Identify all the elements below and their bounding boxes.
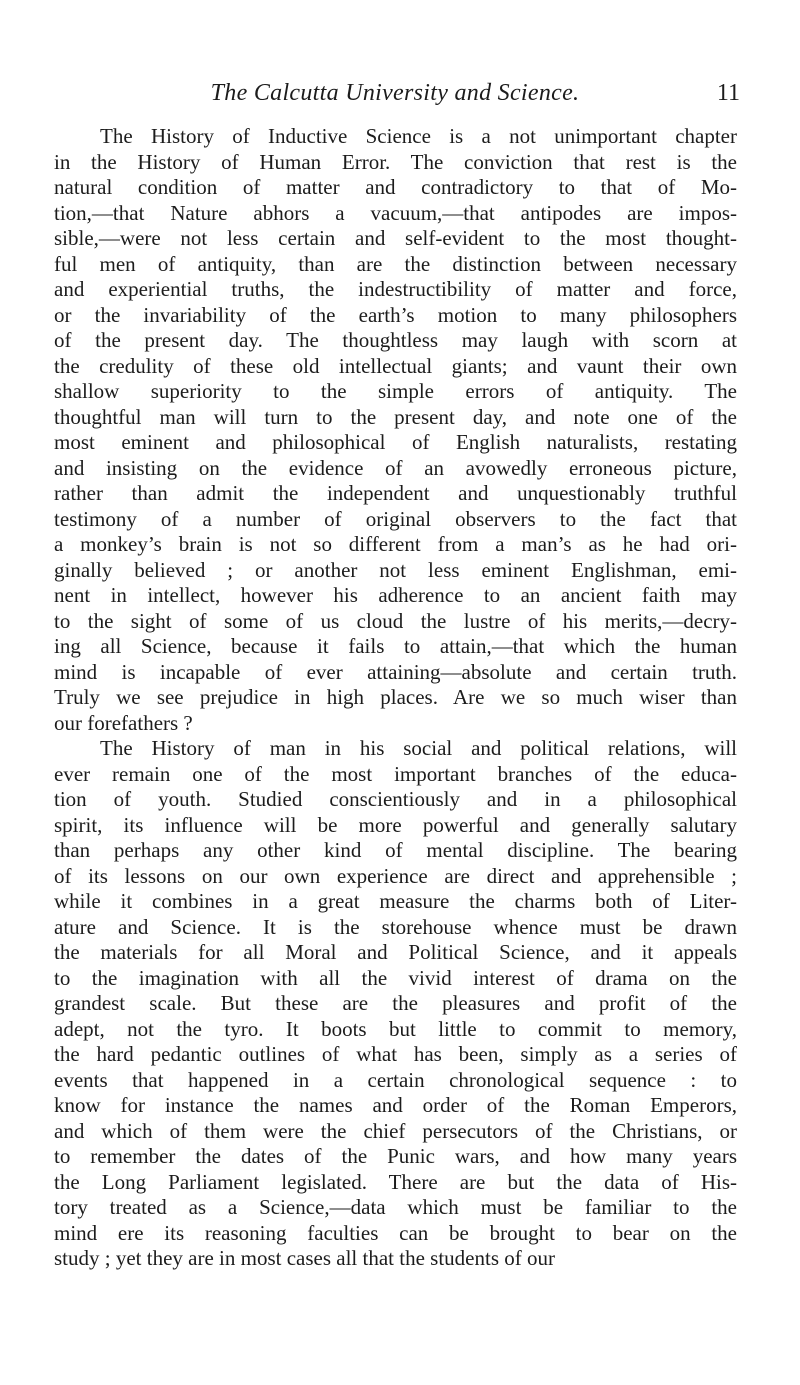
text-line: natural condition of matter and contradictory to that of Mo- bbox=[54, 175, 737, 199]
paragraph bbox=[54, 736, 737, 1272]
text-line: The History of man in his social and political relations, will bbox=[100, 736, 737, 760]
text-line: nent in intellect, however his adherence to an ancient faith may bbox=[54, 583, 737, 607]
text-line: of the present day. The thoughtless may laugh with scorn at bbox=[54, 328, 737, 352]
text-line: of its lessons on our own experience are direct and apprehensible ; bbox=[54, 863, 737, 888]
text-line: rather than admit the independent and unquestionably truthful bbox=[54, 481, 737, 505]
page-header bbox=[50, 80, 740, 110]
text-line: tion of youth. Studied conscientiously and in a philosophical bbox=[54, 787, 737, 811]
text-line: than perhaps any other kind of mental discipline. The bearing bbox=[54, 838, 737, 862]
text-line: a monkey’s brain is not so different from a man’s as he had ori- bbox=[54, 532, 737, 556]
text-line: study ; yet they are in most cases all that the students of our bbox=[54, 1246, 555, 1270]
text-line: and experiential truths, the indestructibility of matter and force, bbox=[54, 277, 737, 301]
text-line: ful men of antiquity, than are the distinction between necessary bbox=[54, 251, 737, 276]
text-line: most eminent and philosophical of English naturalists, restating bbox=[54, 430, 737, 454]
text-line: tion,—that Nature abhors a vacuum,—that antipodes are impos- bbox=[54, 200, 737, 225]
text-line: shallow superiority to the simple errors of antiquity. The bbox=[54, 379, 737, 403]
text-line: mind is incapable of ever attaining—absolute and certain truth. bbox=[54, 659, 737, 684]
text-line: the materials for all Moral and Political Science, and it appeals bbox=[54, 940, 737, 964]
text-line: the Long Parliament legislated. There are but the data of His- bbox=[54, 1169, 737, 1194]
text-line: and which of them were the chief persecutors of the Christians, or bbox=[54, 1118, 737, 1143]
text-line: ginally believed ; or another not less eminent Englishman, emi- bbox=[54, 557, 737, 582]
body-text bbox=[54, 124, 737, 1272]
text-line: know for instance the names and order of the Roman Emperors, bbox=[54, 1093, 737, 1117]
text-line: ever remain one of the most important branches of the educa- bbox=[54, 761, 737, 786]
text-line: to the sight of some of us cloud the lustre of his merits,—decry- bbox=[54, 608, 737, 633]
text-line: Truly we see prejudice in high places. Are we so much wiser than bbox=[54, 685, 737, 709]
text-line: while it combines in a great measure the charms both of Liter- bbox=[54, 889, 737, 913]
text-line: the hard pedantic outlines of what has been, simply as a series of bbox=[54, 1042, 737, 1066]
text-line: thoughtful man will turn to the present day, and note one of the bbox=[54, 404, 737, 429]
text-line: events that happened in a certain chronological sequence : to bbox=[54, 1067, 737, 1092]
text-line: ing all Science, because it fails to attain,—that which the human bbox=[54, 634, 737, 658]
text-line: adept, not the tyro. It boots but little to commit to memory, bbox=[54, 1016, 737, 1041]
text-line: to remember the dates of the Punic wars, and how many years bbox=[54, 1144, 737, 1168]
running-title: The Calcutta University and Science. bbox=[210, 80, 580, 106]
text-line: to the imagination with all the vivid interest of drama on the bbox=[54, 965, 737, 990]
page-number: 11 bbox=[716, 80, 740, 106]
text-line: sible,—were not less certain and self-evident to the most thought- bbox=[54, 226, 737, 250]
paragraph bbox=[54, 124, 737, 736]
text-line: The History of Inductive Science is a not unimportant chapter bbox=[100, 124, 737, 148]
text-line: the credulity of these old intellectual giants; and vaunt their own bbox=[54, 353, 737, 378]
text-line: mind ere its reasoning faculties can be brought to bear on the bbox=[54, 1220, 737, 1245]
text-line: or the invariability of the earth’s motion to many philosophers bbox=[54, 302, 737, 327]
text-line: testimony of a number of original observers to the fact that bbox=[54, 506, 737, 531]
text-line: ature and Science. It is the storehouse whence must be drawn bbox=[54, 914, 737, 939]
text-line: our forefathers ? bbox=[54, 710, 193, 735]
text-line: tory treated as a Science,—data which must be familiar to the bbox=[54, 1195, 737, 1219]
text-line: grandest scale. But these are the pleasures and profit of the bbox=[54, 991, 737, 1015]
text-line: spirit, its influence will be more powerful and generally salutary bbox=[54, 812, 737, 837]
text-line: in the History of Human Error. The conviction that rest is the bbox=[54, 149, 737, 174]
text-line: and insisting on the evidence of an avowedly erroneous picture, bbox=[54, 455, 737, 480]
